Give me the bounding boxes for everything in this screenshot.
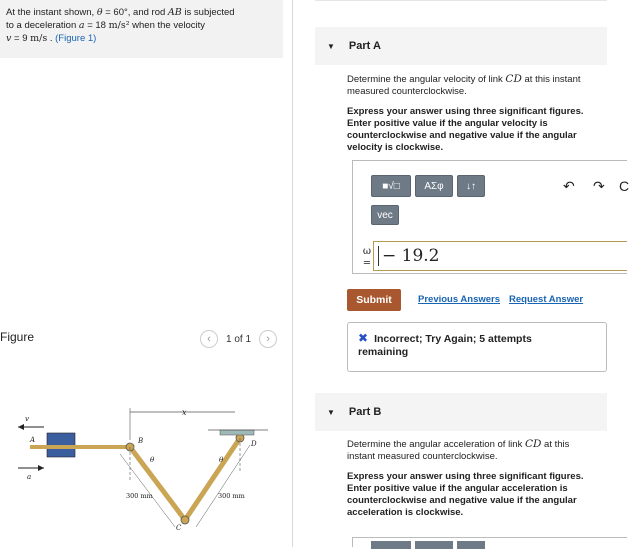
part-b-instructions bbox=[347, 471, 617, 519]
instruction-line: counterclockwise and negative value if the angular bbox=[347, 495, 577, 506]
part-a-header[interactable] bbox=[315, 27, 607, 65]
problem-text: = 18 bbox=[84, 20, 109, 31]
instruction-line: Express your answer using three significant figures. bbox=[347, 471, 584, 482]
problem-statement bbox=[0, 0, 283, 58]
link-bc bbox=[130, 447, 185, 520]
part-b-question bbox=[347, 438, 612, 463]
omega-label bbox=[360, 246, 374, 270]
vec-button[interactable] bbox=[371, 205, 399, 225]
collapse-triangle-icon: ▼ bbox=[327, 407, 335, 417]
question-text: Determine the angular velocity of link bbox=[347, 74, 506, 85]
parts-panel bbox=[315, 0, 627, 547]
x-label: x bbox=[182, 408, 187, 417]
a-symbol: a bbox=[78, 20, 85, 31]
c-label: C bbox=[176, 524, 182, 532]
figure-pager bbox=[200, 330, 277, 348]
chevron-right-icon: › bbox=[266, 333, 270, 345]
templates-button[interactable] bbox=[371, 175, 411, 197]
feedback-text: Incorrect; Try Again; 5 attempts bbox=[374, 333, 532, 345]
incorrect-icon: ✖ bbox=[358, 331, 369, 345]
vec-label: vec bbox=[377, 209, 393, 221]
problem-text: . bbox=[47, 33, 56, 44]
question-text: Determine the angular acceleration of link bbox=[347, 439, 525, 450]
figure-label: Figure bbox=[0, 330, 35, 344]
instruction-line: counterclockwise and negative value if the angular bbox=[347, 130, 577, 141]
answer-value: − 19.2 bbox=[382, 246, 440, 266]
cd-symbol: CD bbox=[505, 73, 522, 85]
problem-line-1 bbox=[6, 6, 277, 19]
len-left-label: 300 mm bbox=[126, 492, 153, 500]
equals-symbol: = bbox=[362, 258, 372, 269]
theta-symbol: θ bbox=[96, 7, 103, 18]
problem-text: At the instant shown, bbox=[6, 7, 97, 18]
mechanism-figure bbox=[0, 400, 292, 547]
part-b-title: Part B bbox=[348, 406, 382, 418]
top-divider bbox=[315, 0, 607, 1]
instruction-line: acceleration is clockwise. bbox=[347, 507, 464, 518]
problem-text: = 60°, and rod bbox=[102, 7, 168, 18]
problem-text: when the velocity bbox=[129, 20, 206, 31]
question-text: instant measured counterclockwise. bbox=[347, 451, 498, 462]
arrows-icon: ↓↑ bbox=[466, 180, 476, 192]
len-left-dim bbox=[120, 454, 175, 527]
part-a-question bbox=[347, 73, 612, 98]
len-right-label: 300 mm bbox=[218, 492, 245, 500]
symbols-button[interactable] bbox=[415, 175, 453, 197]
instruction-line: Express your answer using three significant figures. bbox=[347, 106, 584, 117]
figure-link[interactable]: (Figure 1) bbox=[55, 33, 97, 44]
v-label: v bbox=[25, 415, 29, 423]
redo-icon[interactable]: ↷ bbox=[593, 178, 605, 194]
pager-text: 1 of 1 bbox=[226, 333, 252, 345]
submit-button[interactable]: Submit bbox=[347, 289, 401, 311]
symbols-icon: ΑΣφ bbox=[424, 180, 444, 192]
prev-figure-button[interactable] bbox=[200, 330, 218, 348]
problem-text: is subjected bbox=[181, 7, 235, 18]
problem-line-3 bbox=[6, 32, 277, 45]
problem-line-2 bbox=[6, 19, 277, 32]
a-label: a bbox=[27, 473, 32, 481]
templates-icon: ■√□ bbox=[382, 180, 400, 192]
feedback-text: remaining bbox=[358, 346, 409, 358]
part-b-templates-button[interactable] bbox=[371, 541, 411, 549]
d-label: D bbox=[251, 440, 257, 448]
a-arrowhead bbox=[38, 465, 44, 471]
question-text: at this instant bbox=[521, 74, 581, 85]
undo-icon[interactable]: ↶ bbox=[563, 178, 575, 194]
problem-text: = 9 bbox=[11, 33, 31, 44]
previous-answers-link[interactable]: Previous Answers bbox=[418, 294, 501, 305]
part-b-arrows-button[interactable] bbox=[457, 541, 485, 549]
chevron-left-icon: ‹ bbox=[207, 333, 211, 345]
problem-text: to a deceleration bbox=[6, 20, 79, 31]
reset-icon[interactable]: C bbox=[619, 178, 629, 194]
instruction-line: Enter positive value if the angular acceleration is bbox=[347, 483, 568, 494]
omega-symbol: ω bbox=[362, 246, 372, 257]
part-a-title: Part A bbox=[348, 40, 381, 52]
rod-ab-symbol: AB bbox=[167, 7, 182, 18]
instruction-line: Enter positive value if the angular velocity is bbox=[347, 118, 548, 129]
question-text: measured counterclockwise. bbox=[347, 86, 467, 97]
answer-input[interactable] bbox=[373, 241, 627, 271]
cd-symbol: CD bbox=[524, 438, 542, 450]
b-label: B bbox=[138, 437, 144, 445]
arrows-button[interactable] bbox=[457, 175, 485, 197]
ceiling-support bbox=[220, 430, 254, 435]
theta-left-label: θ bbox=[150, 456, 155, 464]
instruction-line: velocity is clockwise. bbox=[347, 142, 444, 153]
pin-c bbox=[181, 516, 189, 524]
v-unit: m/s bbox=[30, 33, 48, 44]
text-caret bbox=[378, 246, 379, 266]
a-unit: m/s² bbox=[108, 20, 130, 31]
theta-right-label: θ bbox=[219, 456, 224, 464]
part-a-instructions bbox=[347, 106, 617, 154]
question-text: at this bbox=[541, 439, 570, 450]
part-b-header[interactable] bbox=[315, 393, 607, 431]
collapse-triangle-icon: ▼ bbox=[327, 41, 335, 51]
link-cd bbox=[185, 438, 240, 520]
request-answer-link[interactable]: Request Answer bbox=[509, 294, 584, 305]
problem-panel bbox=[0, 0, 293, 547]
feedback-box bbox=[347, 322, 607, 372]
v-symbol: v bbox=[6, 33, 12, 44]
part-b-symbols-button[interactable] bbox=[415, 541, 453, 549]
v-arrowhead bbox=[18, 424, 24, 430]
part-b-answer-editor bbox=[352, 537, 627, 547]
a-point-label: A bbox=[30, 436, 36, 444]
next-figure-button[interactable] bbox=[259, 330, 277, 348]
